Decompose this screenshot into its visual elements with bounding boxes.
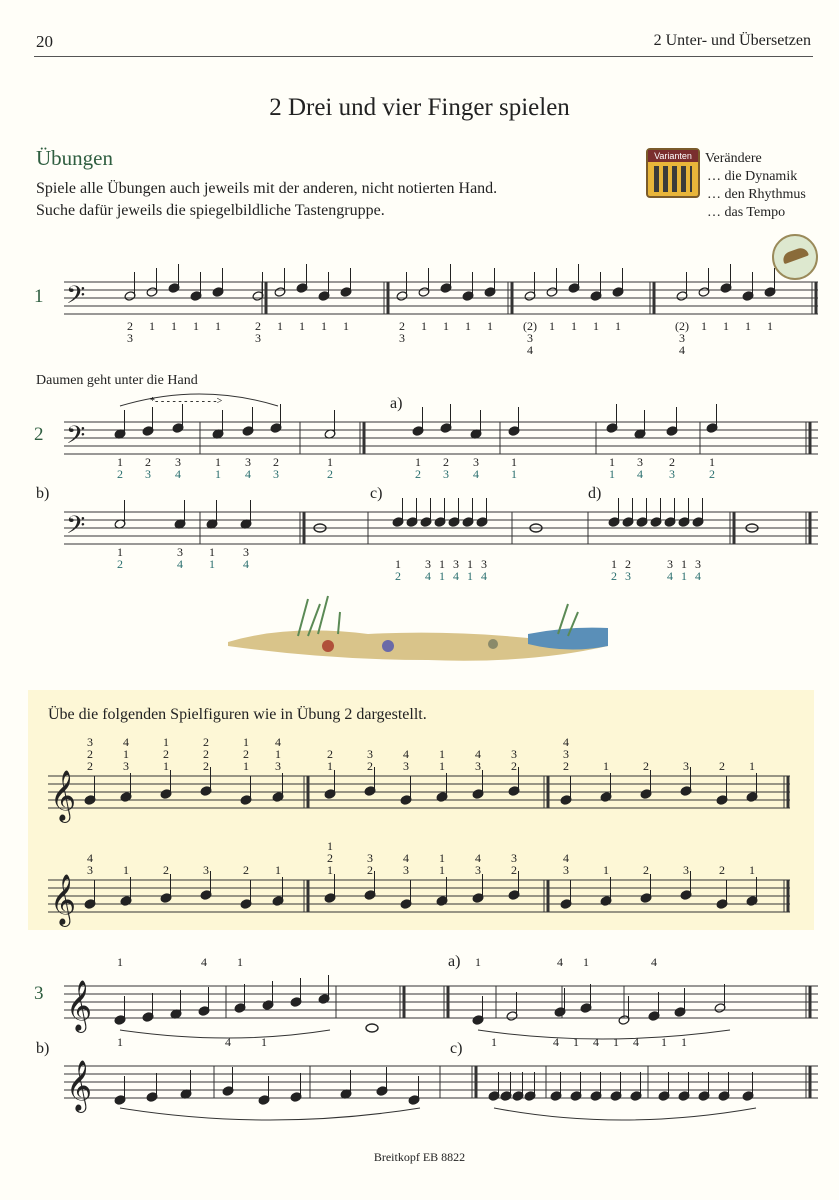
slur [494,1108,756,1120]
fingering-number: 3 [527,331,533,345]
fingering-number: 1 [487,319,493,333]
fingering-number: 1 [209,557,215,571]
fingering-number: 1 [163,759,169,773]
fingering-number: 1 [123,863,129,877]
fingering-number: 4 [243,557,249,571]
fingering-number: 3 [177,545,183,559]
fingering-number: 3 [511,851,517,865]
fingering-number: 2 [399,319,405,333]
fingering-number: 2 [443,455,449,469]
exercise-2c-label: c) [370,485,383,502]
fingering-number: 4 [275,735,281,749]
fingering-number: 4 [633,1035,639,1049]
fingering-number: 4 [637,467,643,481]
fingering-number: (2) [675,319,689,333]
fingering-number: 3 [511,747,517,761]
fingering-number: 3 [203,863,209,877]
fingering-number: 4 [563,735,569,749]
fingering-number: 3 [403,759,409,773]
bass-clef-icon: 𝄢 [66,422,86,455]
fingering-number: 3 [625,569,631,583]
fingering-number: 4 [553,1035,559,1049]
fingering-number: 4 [527,343,533,357]
fingering-number: 3 [443,467,449,481]
fingering-number: 4 [245,467,251,481]
fingering-number: 1 [327,455,333,469]
fingering-number: 1 [117,545,123,559]
fingering-number: 1 [327,839,333,853]
publisher-footer: Breitkopf EB 8822 [373,1150,466,1164]
fingering-number: 1 [327,759,333,773]
fingering-number: 3 [669,467,675,481]
fingering-number: 4 [481,569,487,583]
fingering-number: 3 [273,467,279,481]
fingering-number: 4 [475,851,481,865]
fingering-number: 1 [701,319,707,333]
exercise-number-1: 1 [34,286,44,307]
fingering-number: 2 [511,759,517,773]
fingering-number: 1 [439,569,445,583]
fingering-number: 1 [237,955,243,969]
fingering-number: 2 [203,735,209,749]
fingering-number: 2 [327,851,333,865]
variants-title: Verändere [705,151,762,166]
fingering-number: 3 [683,759,689,773]
fingering-number: 2 [327,467,333,481]
page-number: 20 [36,32,53,51]
fingering-number: 2 [625,557,631,571]
fingering-number: 3 [481,557,487,571]
fingering-number: 3 [367,747,373,761]
fingering-number: 1 [613,1035,619,1049]
fingering-number: 1 [215,467,221,481]
fingering-number: 4 [425,569,431,583]
fingering-number: 3 [127,331,133,345]
fingering-number: 2 [709,467,715,481]
fingering-number: 3 [399,331,405,345]
fingering-number: 2 [367,759,373,773]
fingering-number: 3 [367,851,373,865]
fingering-number: 2 [203,747,209,761]
fingering-number: 4 [177,557,183,571]
fingering-number: 1 [583,955,589,969]
fingering-number: 2 [367,863,373,877]
fingering-number: 4 [123,735,129,749]
fingering-number: 3 [255,331,261,345]
figures-instruction: Übe die folgenden Spielfiguren wie in Übung 2 dargestellt. [48,706,427,723]
fingering-number: 4 [593,1035,599,1049]
fingering-number: 1 [117,455,123,469]
fingering-number: 1 [681,557,687,571]
fingering-number: 3 [475,759,481,773]
fingering-number: 1 [511,455,517,469]
fingering-number: 3 [245,455,251,469]
fingering-number: 1 [117,955,123,969]
fingering-number: 2 [563,759,569,773]
fingering-number: 4 [225,1035,231,1049]
fingering-number: 3 [473,455,479,469]
fingering-number: 1 [709,455,715,469]
fingering-number: 2 [243,747,249,761]
exercise-2b-label: b) [36,485,50,502]
fingering-number: 2 [643,863,649,877]
exercise-number-3: 3 [34,983,44,1004]
fingering-number: 1 [511,467,517,481]
fingering-number: 1 [275,863,281,877]
fingering-number: 3 [243,545,249,559]
fingering-number: 4 [695,569,701,583]
fingering-number: 2 [163,863,169,877]
fingering-number: 1 [275,747,281,761]
exercises-heading: Übungen [36,146,113,170]
fingering-number: 2 [273,455,279,469]
fingering-number: 3 [403,863,409,877]
slur [478,1030,730,1039]
fingering-number: 2 [127,319,133,333]
fingering-number: 1 [467,557,473,571]
fingering-number: 3 [563,863,569,877]
fingering-number: 4 [201,955,207,969]
fingering-number: 1 [123,747,129,761]
fingering-number: 1 [443,319,449,333]
fingering-number: 4 [563,851,569,865]
fingering-number: 1 [603,863,609,877]
fingering-number: 2 [87,747,93,761]
fingering-number: 4 [651,955,657,969]
fingering-number: 2 [327,747,333,761]
fingering-number: 2 [87,759,93,773]
fingering-number: 2 [243,863,249,877]
exercise-2d-label: d) [588,485,602,502]
fingering-number: 2 [611,569,617,583]
fingering-number: 1 [681,569,687,583]
fingering-number: 1 [571,319,577,333]
fingering-number: 1 [465,319,471,333]
fingering-number: 4 [557,955,563,969]
treble-clef-icon: 𝄞 [66,1061,93,1110]
fingering-number: 1 [299,319,305,333]
fingering-number: 1 [609,467,615,481]
exercise-number-2: 2 [34,424,44,445]
fingering-number: 4 [667,569,673,583]
fingering-number: 2 [719,863,725,877]
fingering-number: 1 [749,759,755,773]
fingering-number: 1 [395,557,401,571]
fingering-number: 3 [175,455,181,469]
fingering-number: 1 [723,319,729,333]
fingering-number: 4 [473,467,479,481]
fingering-number: 3 [123,759,129,773]
variant-item: … den Rhythmus [707,187,806,202]
fingering-number: 1 [615,319,621,333]
fingering-number: 3 [425,557,431,571]
fingering-number: 4 [403,747,409,761]
fingering-number: 3 [695,557,701,571]
fingering-number: 1 [767,319,773,333]
fingering-number: 3 [87,863,93,877]
fingering-number: 2 [415,467,421,481]
fingering-number: 1 [681,1035,687,1049]
fingering-number: 3 [145,467,151,481]
thumb-under-arrow: *- - - - - - - - - - -> [150,396,223,407]
fingering-number: 4 [453,569,459,583]
fingering-number: 2 [719,759,725,773]
fingering-number: 1 [603,759,609,773]
exercise-3c-label: c) [450,1040,463,1057]
fingering-number: 1 [149,319,155,333]
fingering-number: 1 [321,319,327,333]
bass-clef-icon: 𝄢 [66,512,86,545]
fingering-number: 1 [215,455,221,469]
whole-note [366,1024,378,1032]
treble-clef-icon: 𝄞 [50,771,77,820]
fingering-number: 2 [395,569,401,583]
treble-clef-icon: 𝄞 [50,875,77,924]
fingering-number: 1 [611,557,617,571]
instruction-line-1: Spiele alle Übungen auch jeweils mit der anderen, nicht notierten Hand. [36,180,498,197]
fingering-number: 1 [467,569,473,583]
fingering-number: 3 [679,331,685,345]
fingering-number: 1 [491,1035,497,1049]
fingering-number: 1 [421,319,427,333]
fingering-number: 1 [163,735,169,749]
fingering-number: 1 [439,851,445,865]
fingering-number: 1 [415,455,421,469]
fingering-number: 4 [403,851,409,865]
exercise-3a-label: a) [448,953,461,970]
fingering-number: 2 [117,467,123,481]
fingering-number: 1 [215,319,221,333]
fingering-number: 2 [669,455,675,469]
bass-clef-icon: 𝄢 [66,282,86,315]
fingering-number: 4 [475,747,481,761]
fingering-number: 3 [87,735,93,749]
fingering-number: 3 [637,455,643,469]
fingering-number: 2 [145,455,151,469]
fingering-number: 1 [661,1035,667,1049]
fingering-number: 3 [475,863,481,877]
slur [120,1108,420,1120]
fingering-number: 1 [549,319,555,333]
treble-clef-icon: 𝄞 [66,981,93,1030]
fingering-number: 2 [163,747,169,761]
chapter-title: 2 Drei und vier Finger spielen [269,94,570,121]
fingering-number: 3 [563,747,569,761]
fingering-number: 1 [475,955,481,969]
fingering-number: 4 [87,851,93,865]
fingering-number: 1 [243,735,249,749]
instruction-line-2: Suche dafür jeweils die spiegelbildliche Tastengruppe. [36,202,385,219]
fingering-number: 4 [175,467,181,481]
fingering-number: 1 [609,455,615,469]
fingering-number: 1 [749,863,755,877]
fingering-number: 1 [193,319,199,333]
fingering-number: 2 [255,319,261,333]
fingering-number: 1 [593,319,599,333]
fingering-number: 1 [277,319,283,333]
fingering-number: 1 [439,557,445,571]
variant-item: … das Tempo [707,205,786,220]
variant-item: … die Dynamik [707,169,798,184]
exercise-2-caption: Daumen geht unter die Hand [36,373,198,388]
fingering-number: 2 [203,759,209,773]
fingering-number: 3 [453,557,459,571]
fingering-number: 1 [209,545,215,559]
fingering-number: 1 [243,759,249,773]
fingering-number: 1 [343,319,349,333]
fingering-number: 1 [439,863,445,877]
fingering-number: 2 [643,759,649,773]
fingering-number: 2 [511,863,517,877]
fingering-number: 3 [275,759,281,773]
running-section-title: 2 Unter- und Übersetzen [653,32,811,49]
fingering-number: 1 [573,1035,579,1049]
fingering-number: 2 [117,557,123,571]
variants-badge-label: Varianten [648,150,698,162]
fingering-number: 4 [679,343,685,357]
fingering-number: 3 [683,863,689,877]
fingering-number: 1 [117,1035,123,1049]
exercise-2a-label: a) [390,395,403,412]
fingering-number: (2) [523,319,537,333]
fingering-number: 1 [745,319,751,333]
fingering-number: 1 [327,863,333,877]
fingering-number: 3 [667,557,673,571]
fingering-number: 1 [261,1035,267,1049]
fingering-number: 1 [439,759,445,773]
fingering-number: 1 [439,747,445,761]
fingering-number: 1 [171,319,177,333]
exercise-3b-label: b) [36,1040,50,1057]
